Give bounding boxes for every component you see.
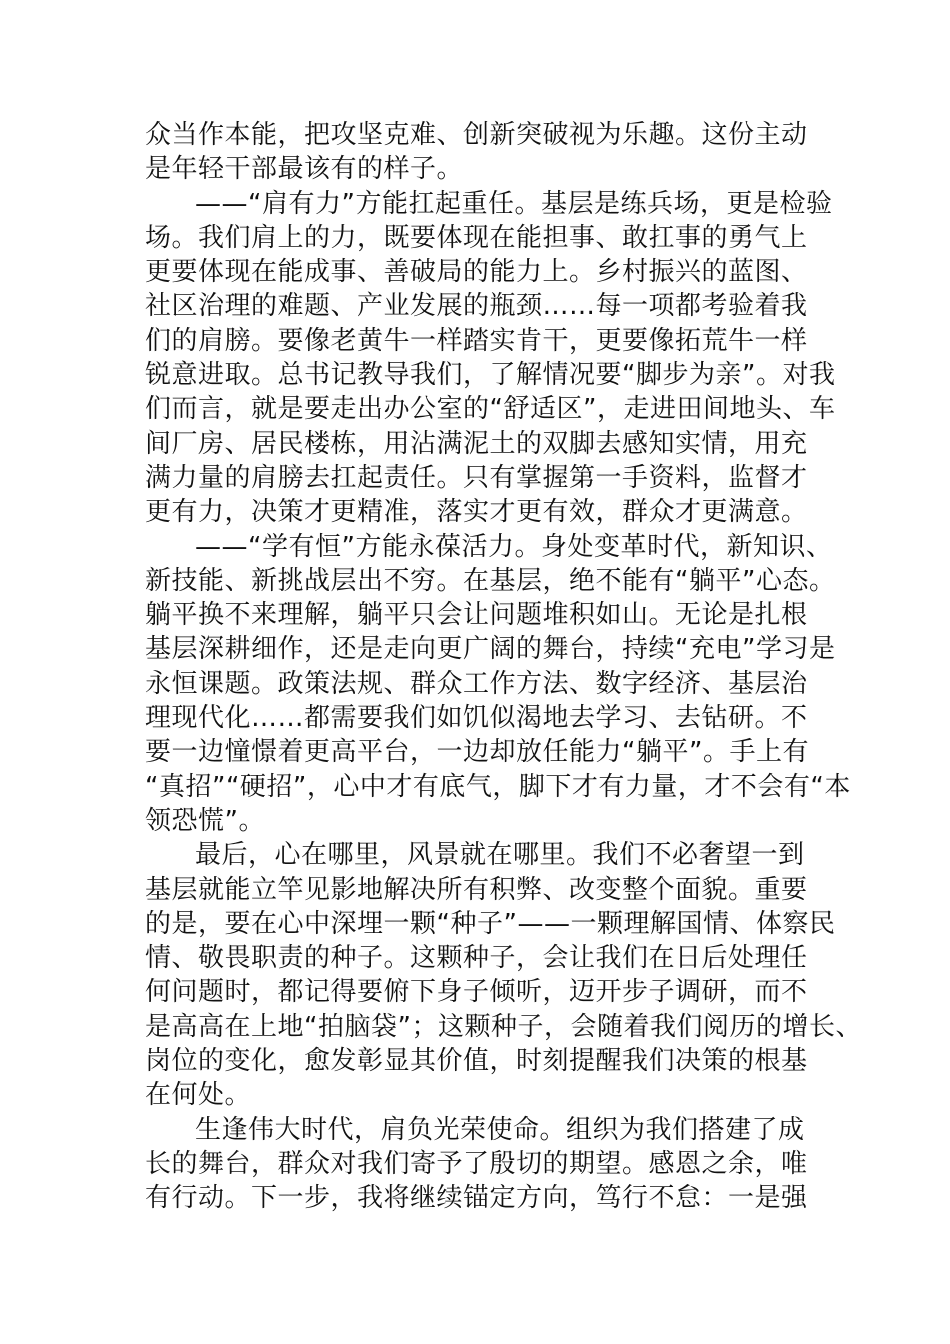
text-line: 锐意进取。总书记教导我们，了解情况要“脚步为亲”。对我 (145, 360, 836, 391)
text-line: 生逢伟大时代，肩负光荣使命。组织为我们搭建了成 (195, 1114, 805, 1145)
text-line: 永恒课题。政策法规、群众工作方法、数字经济、基层治 (145, 668, 808, 699)
text-line: 躺平换不来理解，躺平只会让问题堆积如山。无论是扎根 (145, 600, 808, 631)
text-line: 长的舞台，群众对我们寄予了殷切的期望。感恩之余，唯 (145, 1148, 808, 1179)
text-line: ——“学有恒”方能永葆活力。身处变革时代，新知识、 (195, 531, 833, 562)
text-line: 理现代化……都需要我们如饥似渴地去学习、去钻研。不 (145, 703, 808, 734)
text-line: 有行动。下一步，我将继续锚定方向，笃行不怠：一是强 (145, 1183, 808, 1214)
text-line: 们的肩膀。要像老黄牛一样踏实肯干，更要像拓荒牛一样 (145, 325, 808, 356)
text-line: 更要体现在能成事、善破局的能力上。乡村振兴的蓝图、 (145, 257, 808, 288)
text-line: 满力量的肩膀去扛起责任。只有掌握第一手资料，监督才 (145, 462, 808, 493)
text-line: 场。我们肩上的力，既要体现在能担事、敢扛事的勇气上 (145, 222, 808, 253)
text-line: 们而言，就是要走出办公室的“舒适区”，走进田间地头、车 (145, 394, 836, 425)
text-line: 是年轻干部最该有的样子。 (145, 154, 464, 185)
text-line: 更有力，决策才更精准，落实才更有效，群众才更满意。 (145, 497, 808, 528)
text-line: 间厂房、居民楼栋，用沾满泥土的双脚去感知实情，用充 (145, 428, 808, 459)
text-line: 是高高在上地“拍脑袋”；这颗种子，会随着我们阅历的增长、 (145, 1011, 862, 1042)
text-line: 在何处。 (145, 1080, 252, 1111)
text-line: 最后，心在哪里，风景就在哪里。我们不必奢望一到 (195, 840, 805, 871)
text-line: 社区治理的难题、产业发展的瓶颈……每一项都考验着我 (145, 291, 808, 322)
text-line: 领恐慌”。 (145, 805, 265, 836)
text-line: 要一边憧憬着更高平台，一边却放任能力“躺平”。手上有 (145, 737, 809, 768)
text-line: “真招”“硬招”，心中才有底气，脚下才有力量，才不会有“本 (145, 771, 851, 802)
text-line: 基层深耕细作，还是走向更广阔的舞台，持续“充电”学习是 (145, 634, 836, 665)
document-body (145, 118, 862, 1216)
text-line: ——“肩有力”方能扛起重任。基层是练兵场，更是检验 (195, 188, 833, 219)
text-line: 众当作本能，把攻坚克难、创新突破视为乐趣。这份主动 (145, 120, 808, 150)
text-line: 新技能、新挑战层出不穷。在基层，绝不能有“躺平”心态。 (145, 565, 836, 596)
text-line: 情、敬畏职责的种子。这颗种子，会让我们在日后处理任 (145, 943, 808, 974)
text-line: 岗位的变化，愈发彰显其价值，时刻提醒我们决策的根基 (145, 1046, 808, 1077)
text-line: 的是，要在心中深埋一颗“种子”——一颗理解国情、体察民 (145, 908, 836, 939)
text-line: 基层就能立竿见影地解决所有积弊、改变整个面貌。重要 (145, 874, 808, 905)
text-line: 何问题时，都记得要俯下身子倾听，迈开步子调研，而不 (145, 977, 808, 1008)
